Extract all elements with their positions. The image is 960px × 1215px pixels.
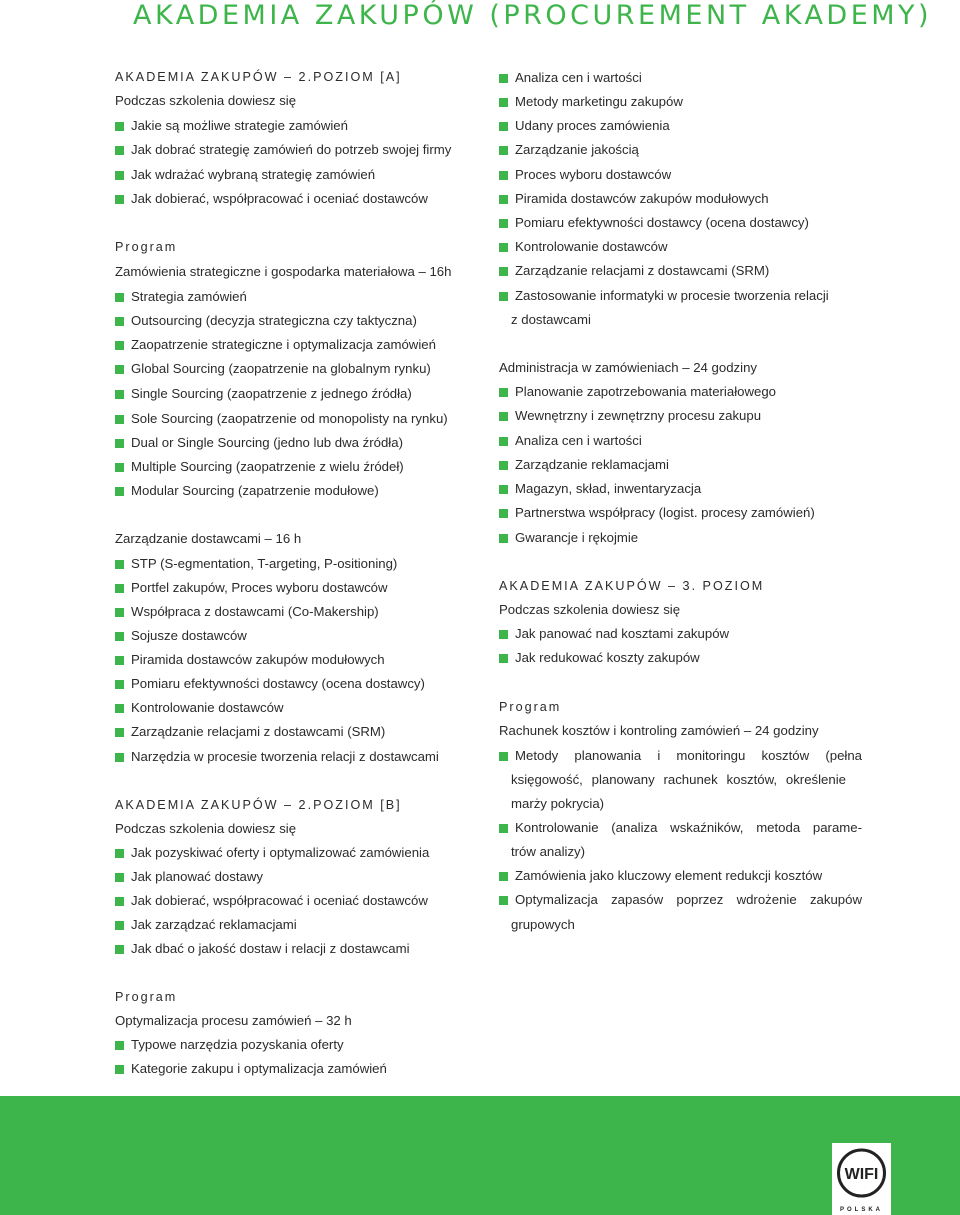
bullet-item: Sojusze dostawców (115, 627, 247, 645)
logo-subtitle: POLSKA (839, 1207, 884, 1213)
bullet-item: Portfel zakupów, Proces wyboru dostawców (115, 579, 388, 597)
bullet-item: Outsourcing (decyzja strategiczna czy taktyczna) (115, 312, 417, 330)
bullet-item: Jak zarządzać reklamacjami (115, 916, 297, 934)
bullet-item: Dual or Single Sourcing (jedno lub dwa źródła) (115, 434, 403, 452)
bullet-item: Multiple Sourcing (zaopatrzenie z wielu źródeł) (115, 458, 404, 476)
bullet-item: Single Sourcing (zaopatrzenie z jednego źródła) (115, 385, 412, 403)
bullet-item: Kategorie zakupu i optymalizacja zamówień (115, 1060, 387, 1078)
text-line: Zarządzanie dostawcami – 16 h (115, 531, 302, 546)
bullet-item: Proces wyboru dostawców (499, 166, 671, 184)
bullet-item: Zamówienia jako kluczowy element redukcji kosztów (499, 867, 822, 885)
text-line: Podczas szkolenia dowiesz się (115, 821, 297, 836)
bullet-item: Narzędzia w procesie tworzenia relacji z dostawcami (115, 748, 439, 766)
bullet-item: Planowanie zapotrzebowania materiałowego (499, 383, 776, 401)
bullet-item: Jak wdrażać wybraną strategię zamówień (115, 166, 375, 184)
bullet-item: Zarządzanie reklamacjami (499, 456, 669, 474)
wifi-logo (832, 1143, 891, 1215)
bullet-item: Jak dbać o jakość dostaw i relacji z dostawcami (115, 940, 410, 958)
bullet-item: Analiza cen i wartości (499, 69, 642, 87)
bullet-item: Global Sourcing (zaopatrzenie na globalnym rynku) (115, 360, 431, 378)
bullet-item: Metody marketingu zakupów (499, 93, 683, 111)
bullet-item: Jakie są możliwe strategie zamówień (115, 117, 348, 135)
section-heading: AKADEMIA ZAKUPÓW – 2.POZIOM [A] (115, 70, 402, 84)
bullet-item: Pomiaru efektywności dostawcy (ocena dostawcy) (499, 214, 809, 232)
bullet-item: Wewnętrzny i zewnętrzny procesu zakupu (499, 407, 761, 425)
bullet-item: Modular Sourcing (zapatrzenie modułowe) (115, 482, 379, 500)
text-line: Zamówienia strategiczne i gospodarka materiałowa – 16h (115, 264, 452, 279)
bullet-item: Jak dobierać, współpracować i oceniać dostawców (115, 892, 428, 910)
section-heading: AKADEMIA ZAKUPÓW – 2.POZIOM [B] (115, 798, 402, 812)
bullet-item: Piramida dostawców zakupów modułowych (499, 190, 769, 208)
bullet-item: Kontrolowanie dostawców (115, 699, 283, 717)
bullet-item: Udany proces zamówienia (499, 117, 670, 135)
bullet-item: Zarządzanie relacjami z dostawcami (SRM) (499, 262, 769, 280)
bullet-item-continuation: księgowość, planowany rachunek kosztów, określenie (511, 772, 846, 787)
text-line: Administracja w zamówieniach – 24 godziny (499, 360, 758, 375)
section-heading: Program (115, 990, 178, 1004)
text-line: Rachunek kosztów i kontroling zamówień – 24 godziny (499, 723, 819, 738)
section-heading: Program (499, 700, 562, 714)
bullet-item: Jak pozyskiwać oferty i optymalizować zamówienia (115, 844, 429, 862)
bullet-item: Optymalizacja zapasów poprzez wdrożenie zakupów (499, 891, 862, 909)
bullet-item: STP (S-egmentation, T-argeting, P-ositioning) (115, 555, 397, 573)
bullet-item-continuation: z dostawcami (511, 312, 591, 327)
section-heading: Program (115, 240, 178, 254)
bullet-item: Współpraca z dostawcami (Co-Makership) (115, 603, 379, 621)
section-heading: AKADEMIA ZAKUPÓW – 3. POZIOM (499, 579, 765, 593)
bullet-item: Kontrolowanie dostawców (499, 238, 667, 256)
text-line: Podczas szkolenia dowiesz się (115, 93, 297, 108)
bullet-item: Jak panować nad kosztami zakupów (499, 625, 729, 643)
bullet-item: Zastosowanie informatyki w procesie tworzenia relacji (499, 287, 829, 305)
logo-text: WIFI (844, 1166, 879, 1183)
text-line: Podczas szkolenia dowiesz się (499, 602, 681, 617)
bullet-item: Gwarancje i rękojmie (499, 529, 638, 547)
bullet-item: Zarządzanie jakością (499, 141, 639, 159)
bullet-item-continuation: grupowych (511, 917, 575, 932)
bullet-item: Jak dobierać, współpracować i oceniać dostawców (115, 190, 428, 208)
bullet-item: Typowe narzędzia pozyskania oferty (115, 1036, 344, 1054)
bullet-item: Metody planowania i monitoringu kosztów (pełna (499, 747, 862, 765)
bullet-item: Piramida dostawców zakupów modułowych (115, 651, 385, 669)
bullet-item: Zaopatrzenie strategiczne i optymalizacja zamówień (115, 336, 436, 354)
bullet-item: Sole Sourcing (zaopatrzenie od monopolisty na rynku) (115, 410, 448, 428)
bullet-item-continuation: trów analizy) (511, 844, 586, 859)
bullet-item: Zarządzanie relacjami z dostawcami (SRM) (115, 723, 385, 741)
bullet-item: Magazyn, skład, inwentaryzacja (499, 480, 701, 498)
bullet-item: Kontrolowanie (analiza wskaźników, metoda parame- (499, 819, 862, 837)
bullet-item: Pomiaru efektywności dostawcy (ocena dostawcy) (115, 675, 425, 693)
bullet-item: Partnerstwa współpracy (logist. procesy zamówień) (499, 504, 815, 522)
text-line: Optymalizacja procesu zamówień – 32 h (115, 1013, 352, 1028)
bullet-item: Analiza cen i wartości (499, 432, 642, 450)
bullet-item: Strategia zamówień (115, 288, 247, 306)
page-title: AKADEMIA ZAKUPÓW (PROCUREMENT AKADEMY) (133, 0, 933, 31)
bullet-item: Jak redukować koszty zakupów (499, 649, 700, 667)
bullet-item: Jak dobrać strategię zamówień do potrzeb swojej firmy (115, 141, 451, 159)
bullet-item-continuation: marży pokrycia) (511, 796, 605, 811)
footer-band (0, 1096, 960, 1215)
bullet-item: Jak planować dostawy (115, 868, 263, 886)
